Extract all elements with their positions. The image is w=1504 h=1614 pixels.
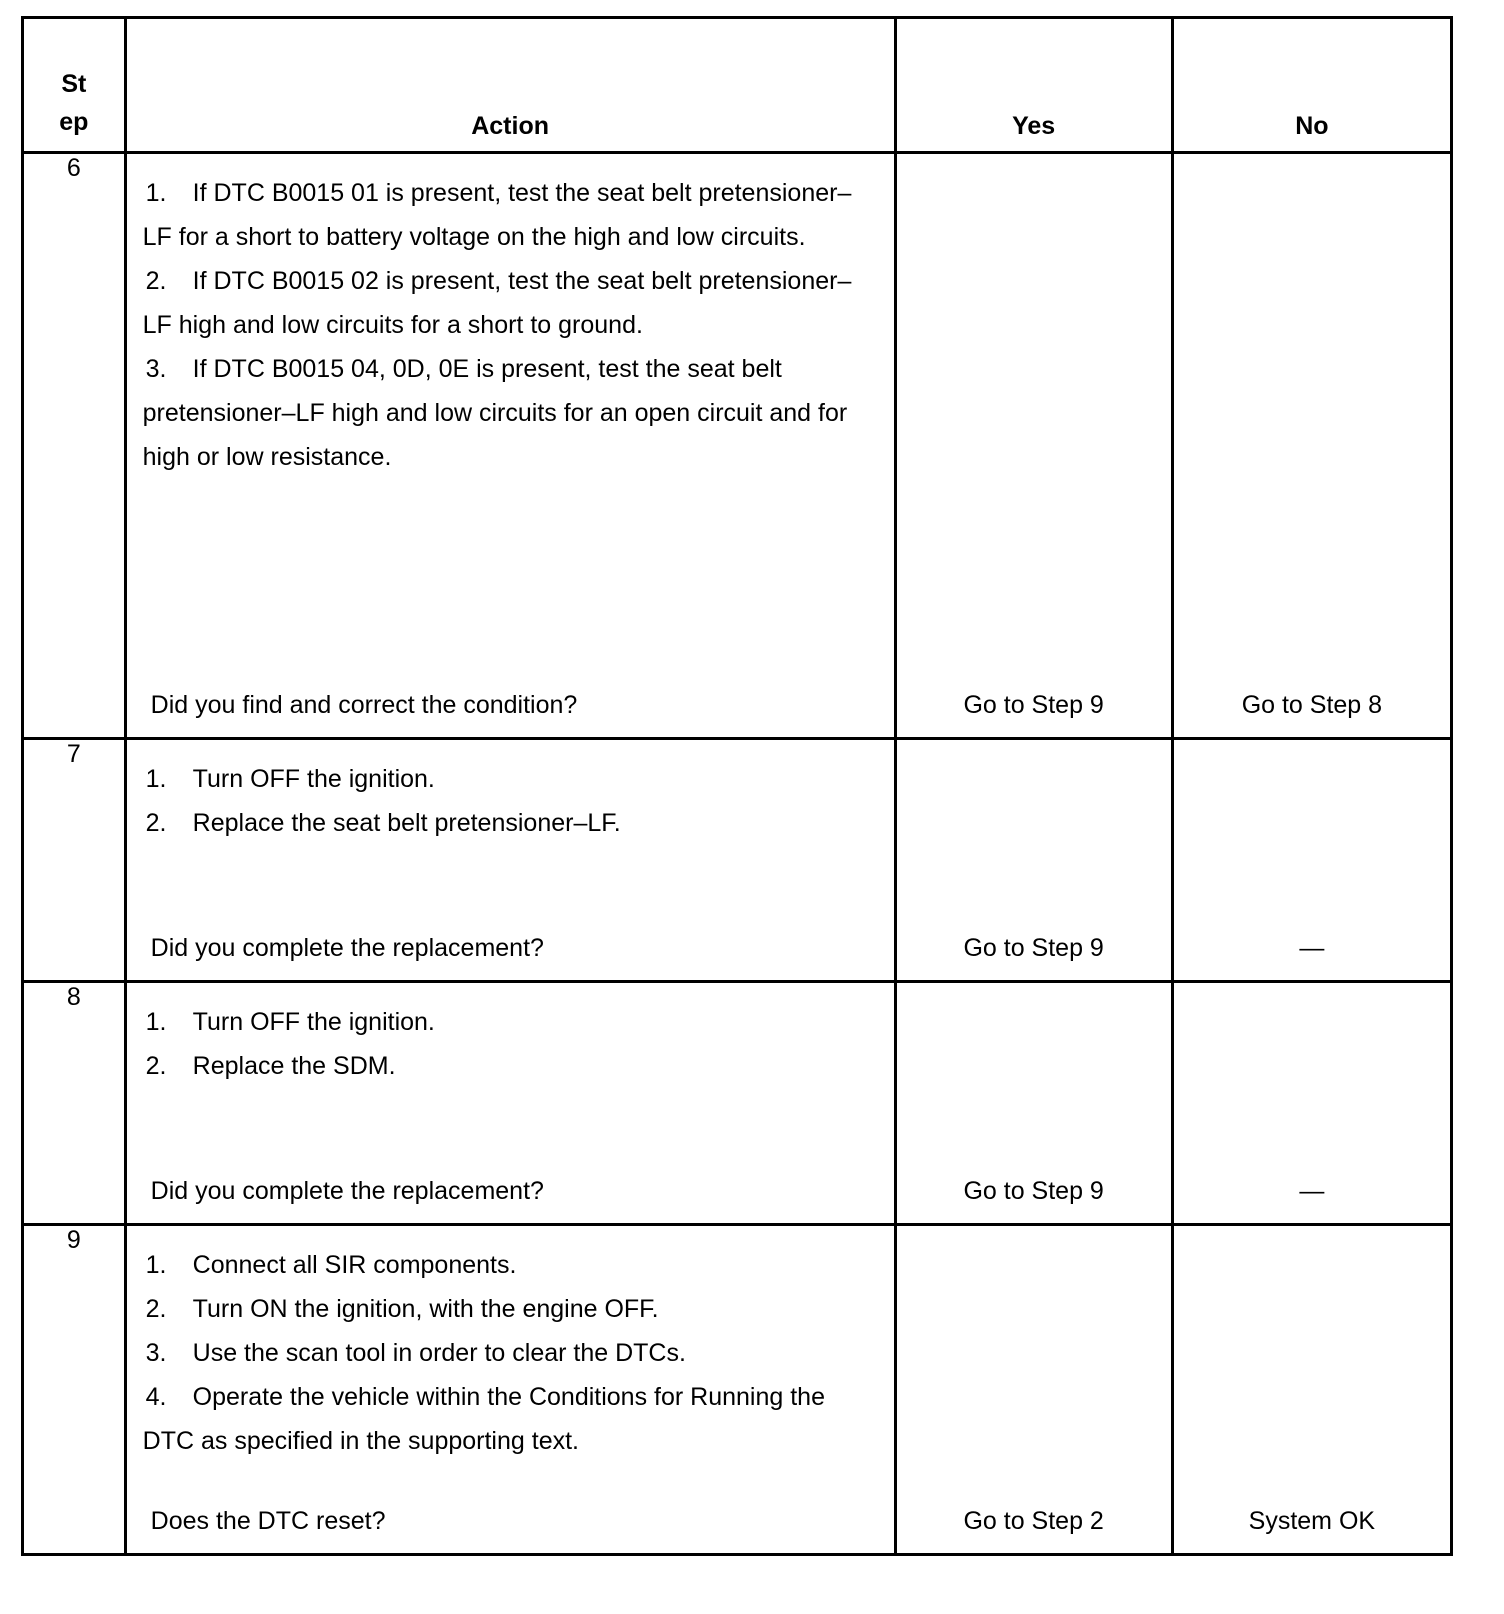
action-item: 2. Replace the SDM. [145, 1052, 396, 1080]
yes-cell: Go to Step 9 [895, 739, 1172, 982]
action-item: 2. Replace the seat belt pretensioner–LF. [145, 809, 621, 837]
yes-cell: Go to Step 2 [895, 1225, 1172, 1555]
action-question: Did you complete the replacement? [150, 934, 544, 962]
no-cell: Go to Step 8 [1172, 153, 1451, 739]
action-item: 2. If DTC B0015 02 is present, test the seat belt pretensioner–LF high and low circuits for a short to ground. [142, 267, 852, 339]
action-question: Does the DTC reset? [150, 1507, 386, 1535]
action-question: Did you find and correct the condition? [150, 691, 578, 719]
action-cell [125, 739, 895, 982]
action-item: 1. Turn OFF the ignition. [145, 1008, 435, 1036]
action-cell [125, 153, 895, 739]
action-item: 3. Use the scan tool in order to clear the DTCs. [145, 1339, 686, 1367]
action-item: 1. Turn OFF the ignition. [145, 765, 435, 793]
step-number: 7 [23, 739, 126, 982]
no-cell: System OK [1172, 1225, 1451, 1555]
step-number: 6 [23, 153, 126, 739]
yes-cell: Go to Step 9 [895, 982, 1172, 1225]
header-step: St ep [23, 18, 126, 153]
action-cell [125, 982, 895, 1225]
action-item: 4. Operate the vehicle within the Conditions for Running the DTC as specified in the supporting text. [142, 1383, 825, 1455]
header-row [23, 18, 1452, 153]
diagnostic-table [21, 16, 1453, 1556]
no-cell: — [1172, 739, 1451, 982]
no-cell: — [1172, 982, 1451, 1225]
action-question: Did you complete the replacement? [150, 1177, 544, 1205]
action-cell [125, 1225, 895, 1555]
yes-cell: Go to Step 9 [895, 153, 1172, 739]
action-item: 1. Connect all SIR components. [145, 1251, 517, 1279]
table-row [23, 982, 1452, 1225]
action-item: 1. If DTC B0015 01 is present, test the seat belt pretensioner–LF for a short to battery voltage on the high and low circuits. [142, 179, 852, 251]
table-row [23, 739, 1452, 982]
table-row [23, 1225, 1452, 1555]
header-yes: Yes [895, 18, 1172, 153]
action-item: 2. Turn ON the ignition, with the engine OFF. [145, 1295, 659, 1323]
header-action: Action [125, 18, 895, 153]
table-row [23, 153, 1452, 739]
step-number: 9 [23, 1225, 126, 1555]
action-item: 3. If DTC B0015 04, 0D, 0E is present, test the seat belt pretensioner–LF high and low circuits for an open circuit and for high or low resistance. [142, 355, 848, 471]
step-number: 8 [23, 982, 126, 1225]
header-no: No [1172, 18, 1451, 153]
